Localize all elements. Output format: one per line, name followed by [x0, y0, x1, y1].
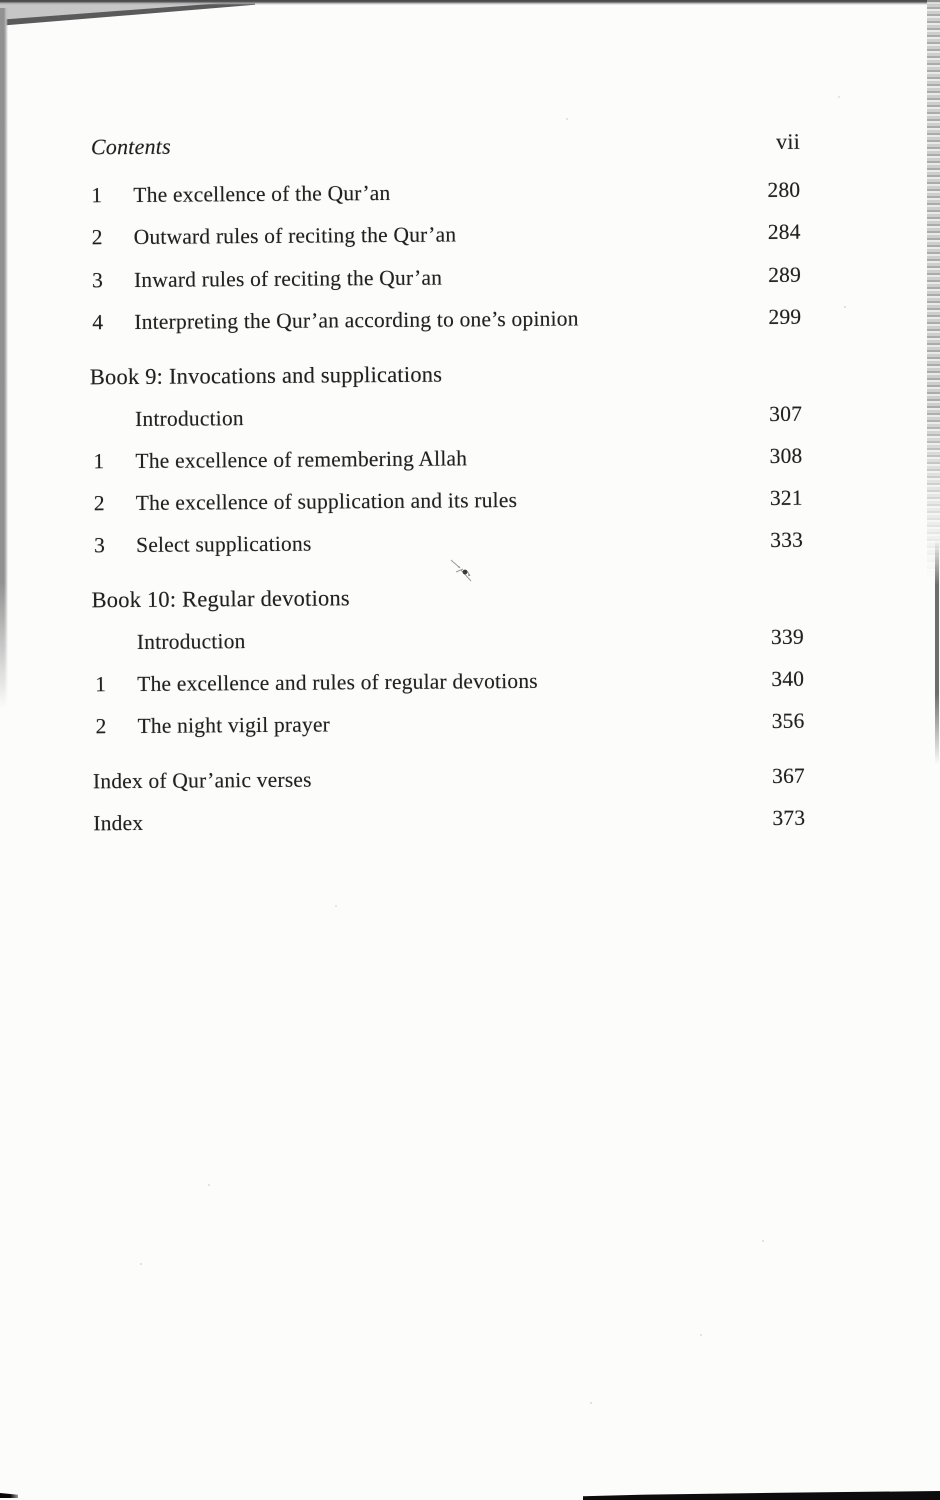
page-number: 356: [771, 708, 805, 733]
toc-entry: [89, 217, 801, 253]
chapter-number: 4: [92, 310, 104, 335]
left-edge-shadow: [0, 8, 8, 708]
chapter-title: Select supplications: [136, 531, 312, 557]
book-heading-text: Book 9: Invocations and supplications: [89, 361, 443, 390]
page-number: 340: [771, 666, 805, 691]
toc-header: [88, 127, 800, 163]
toc-entry: [90, 399, 802, 435]
chapter-title: The excellence of remembering Allah: [135, 446, 468, 473]
chapter-title: The excellence of supplication and its rules: [135, 487, 518, 515]
toc-entry: [92, 622, 804, 658]
toc-book-heading: [91, 580, 803, 616]
chapter-number: 1: [91, 183, 103, 208]
page-number: 284: [767, 219, 801, 244]
right-page-stack-texture: [927, 0, 940, 580]
index-title: Index of Qur’anic verses: [92, 767, 312, 794]
chapter-title: The night vigil prayer: [137, 712, 331, 738]
page-number: 280: [767, 177, 801, 202]
toc-entry: [92, 664, 804, 700]
toc-entry: [93, 761, 805, 797]
toc-entry: [90, 441, 802, 477]
chapter-number: 2: [91, 225, 103, 250]
page-title: Contents: [90, 133, 171, 160]
index-title: Index: [93, 810, 144, 836]
chapter-number: 3: [91, 268, 104, 293]
toc-entry: [92, 706, 804, 742]
toc-entry: [93, 803, 805, 839]
folio-page-number: vii: [776, 128, 801, 154]
book-heading-text: Book 10: Regular devotions: [91, 585, 350, 613]
chapter-title: Introduction: [135, 406, 244, 431]
chapter-title: Interpreting the Qur’an according to one’s opinion: [134, 306, 579, 334]
toc-entry: [89, 302, 801, 338]
chapter-title: The excellence and rules of regular devotions: [137, 668, 538, 696]
paper-speckles: [0, 0, 2, 2]
page-number: 307: [769, 401, 803, 426]
chapter-title: Outward rules of reciting the Qur’an: [133, 222, 457, 249]
toc-book-heading: [90, 357, 802, 393]
page-number: 333: [770, 527, 804, 552]
toc-entry: [89, 260, 801, 296]
chapter-number: 3: [94, 533, 106, 558]
right-edge-line: [935, 540, 939, 765]
chapter-number: 2: [93, 491, 105, 516]
page-number: 367: [771, 763, 806, 788]
page-number: 321: [769, 485, 803, 510]
chapter-title: The excellence of the Qur’an: [133, 180, 391, 207]
page-number: 373: [772, 805, 806, 830]
toc-entry: [91, 483, 803, 519]
toc-entry: [91, 525, 803, 561]
chapter-number: 1: [93, 449, 105, 474]
chapter-title: Introduction: [136, 629, 246, 654]
chapter-title: Inward rules of reciting the Qur’an: [133, 265, 443, 292]
page-number: 308: [769, 443, 803, 468]
toc-entry: [88, 175, 800, 211]
page-number: 339: [770, 624, 804, 649]
bottom-left-scan-mark: [0, 1493, 18, 1498]
chapter-number: 1: [95, 672, 107, 697]
chapter-number: 2: [95, 714, 107, 739]
page-number: 299: [768, 304, 802, 329]
page-number: 289: [768, 262, 802, 287]
table-of-contents: [87, 0, 811, 1500]
